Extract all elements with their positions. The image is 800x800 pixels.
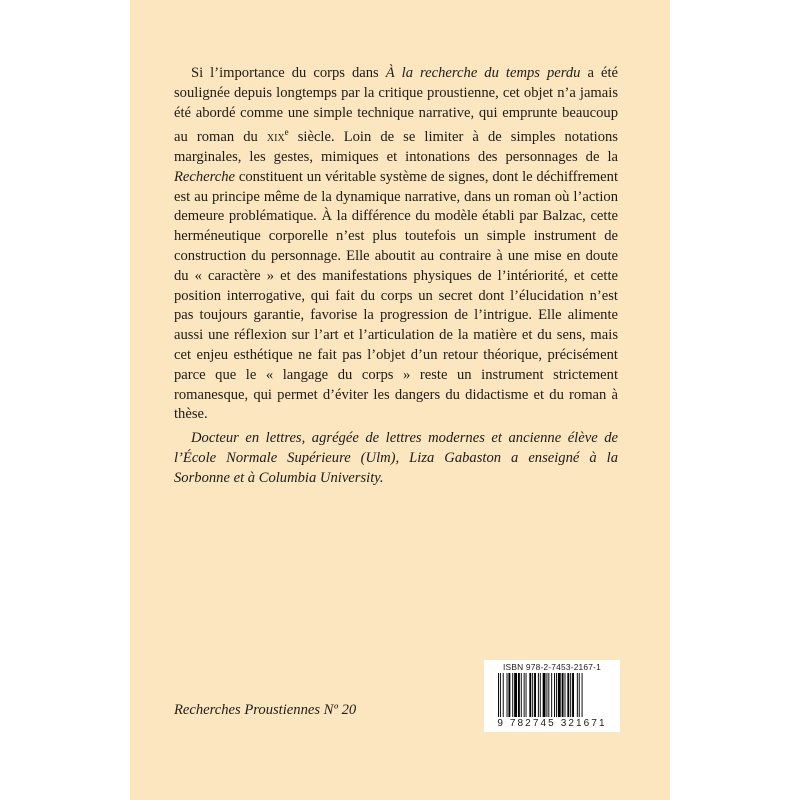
author-bio: [174, 429, 618, 488]
book-title: À la recherche du temps perdu: [385, 65, 581, 81]
series-title: Recherches Proustiennes Nº 20: [174, 702, 357, 718]
recherche-title: Recherche: [174, 168, 236, 185]
century-superscript: e: [284, 127, 289, 138]
blurb-segment: a été soulignée depuis longtemps par la critique proustienne, cet objet n’a jamais été abordé comme une simple technique narrative, qui emprunte beaucoup au roman du: [174, 65, 618, 146]
barcode: [484, 660, 620, 732]
author-bio-text: Docteur en lettres, agrégée de lettres modernes et ancienne élève de l’École Normale Supérieure (Ulm), Liza Gabaston a enseigné à la Sorbonne et à Columbia University.: [174, 430, 618, 486]
blurb-text: [174, 64, 618, 425]
isbn-label: ISBN 978-2-7453-2167-1: [503, 662, 601, 672]
barcode-digits: 9 782745 321671: [484, 718, 620, 729]
blurb-segment: Si l’importance du corps dans: [191, 65, 386, 81]
barcode-bars-icon: [496, 673, 608, 721]
blurb-paragraph: [174, 64, 618, 425]
blurb-segment: constituent un véritable système de signes, dont le déchiffrement est au principe même de la dynamique narrative, dans un roman où l’action demeure problématique. À la différence du modèle établi par Balzac, cette herméneutique corporelle n’est plus toutefois un simple instrument de construction du personnage. Elle aboutit au contraire à une mise en doute du « caractère » et des manifestations physiques de l’intériorité, et cette position interrogative, qui fait du corps un secret dont l’élucidation n’est pas toujours garantie, favorise la progression de l’intrigue. Elle alimente aussi une réflexion sur l’art et l’articulation de la matière et du sens, mais cet enjeu esthétique ne fait pas l’objet d’un retour théorique, précisément parce que le « langage du corps » reste un instrument strictement romanesque, qui permet d’éviter les dangers du didactisme et du roman à thèse.: [174, 168, 618, 423]
blurb-segment: siècle. Loin de se limiter à de simples notations marginales, les gestes, mimiques et intonations des personnages de la: [174, 129, 618, 166]
century-numeral: xix: [266, 129, 285, 146]
